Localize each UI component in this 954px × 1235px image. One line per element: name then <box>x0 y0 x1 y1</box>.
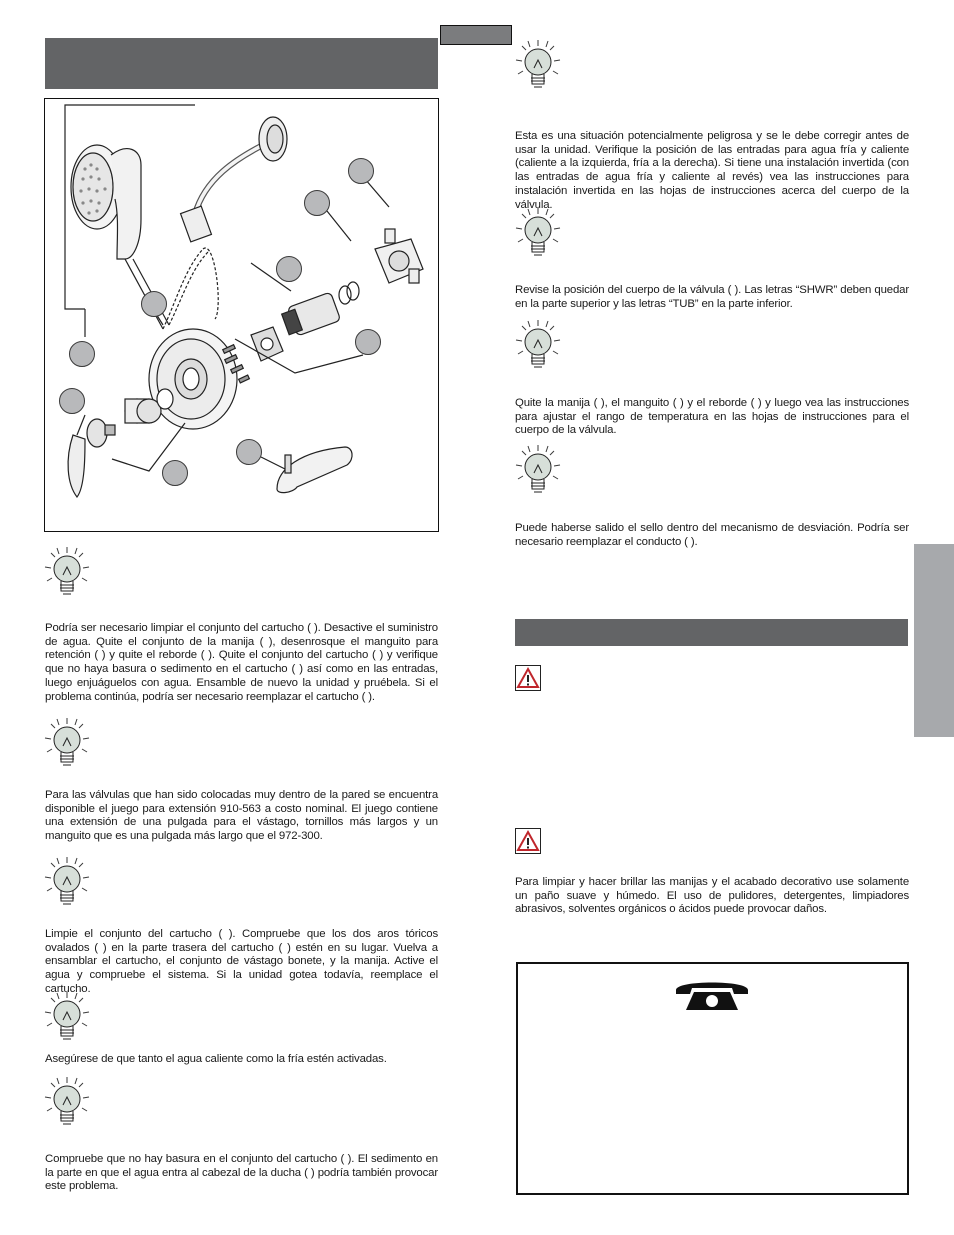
lightbulb-icon <box>43 990 93 1052</box>
parts-diagram-illustration <box>45 99 438 531</box>
diagram-callout <box>348 158 374 184</box>
language-tab <box>440 25 512 45</box>
diagram-callout <box>141 291 167 317</box>
diagram-callout <box>276 256 302 282</box>
diagram-callout <box>69 341 95 367</box>
warning-triangle-icon <box>515 665 541 691</box>
warning-triangle-icon <box>515 828 541 854</box>
troubleshooting-text: Asegúrese de que tanto el agua caliente como la fría estén activadas. <box>45 1053 387 1065</box>
troubleshooting-text: Podría ser necesario limpiar el conjunto del cartucho ( ). Desactive el suministro de agua. Quite el conjunto de la manija ( ), desenrosque el manguito para retención ( ) y quite el reborde ( ). Quite el conjunto del cartucho ( ) y verifique que no haya basura o sedimento en el cartucho ( ) así como en las entradas, luego enjuáguelos con agua. Ensamble de nuevo la unidad y pruébela. Si el problema continúa, podría ser necesario reemplazar el cartucho ( ). <box>45 622 438 703</box>
diagram-callout <box>355 329 381 355</box>
section-header-bar <box>45 38 438 89</box>
troubleshooting-text: Quite la manija ( ), el manguito ( ) y el reborde ( ) y luego vea las instrucciones para ajustar el rango de temperatura en las hojas de instrucciones para el cuerpo de la válvula. <box>515 397 909 437</box>
parts-diagram <box>44 98 439 532</box>
telephone-icon <box>672 976 752 1014</box>
care-text: Para limpiar y hacer brillar las manijas y el acabado decorativo use solamente un paño suave y húmedo. El uso de pulidores, detergentes, limpiadores abrasivos, solventes orgánicos o ácidos puede provocar daños. <box>515 876 909 916</box>
troubleshooting-text: Puede haberse salido el sello dentro del mecanismo de desviación. Podría ser necesario reemplazar el conducto ( ). <box>515 522 909 548</box>
lightbulb-icon <box>43 716 93 778</box>
diagram-callout <box>304 190 330 216</box>
lightbulb-icon <box>514 38 564 100</box>
troubleshooting-text: Para las válvulas que han sido colocadas muy dentro de la pared se encuentra disponible el juego para extensión 910-563 a costo nominal. El juego contiene una extensión de una pulgada para el vástago, tornillos más largos y un manguito que es una pulgada más largo que el 972-300. <box>45 789 438 843</box>
lightbulb-icon <box>43 855 93 917</box>
lightbulb-icon <box>514 443 564 505</box>
diagram-callout <box>162 460 188 486</box>
side-tab <box>914 544 954 737</box>
troubleshooting-text: Revise la posición del cuerpo de la válvula ( ). Las letras “SHWR” deben quedar en la parte superior y las letras “TUB” en la parte inferior. <box>515 284 909 310</box>
care-section-bar <box>515 619 908 646</box>
troubleshooting-text: Esta es una situación potencialmente peligrosa y se le debe corregir antes de usar la unidad. Verifique la posición de las entradas para agua fría y caliente (caliente a la izquierda, fría a la derecha). Si tiene una instalación invertida (con las entradas de agua fría y caliente al revés) vea las instrucciones para instalación invertida en las hojas de instrucciones acerca del cuerpo de la válvula. <box>515 130 909 211</box>
diagram-callout <box>236 439 262 465</box>
diagram-callout <box>59 388 85 414</box>
lightbulb-icon <box>43 545 93 607</box>
troubleshooting-text: Limpie el conjunto del cartucho ( ). Compruebe que los dos aros tóricos ovalados ( ) en la parte trasera del cartucho ( ) estén en su lugar. Vuelva a ensamblar el cartucho, el conjunto de vástago bonete, y la manija. Active el agua y compruebe el sistema. Si la unidad gotea todavía, reemplace el cartucho. <box>45 928 438 995</box>
lightbulb-icon <box>514 206 564 268</box>
lightbulb-icon <box>43 1075 93 1137</box>
troubleshooting-text: Compruebe que no hay basura en el conjunto del cartucho ( ). El sedimento en la parte en que el agua entra al cabezal de la ducha ( ) podría también provocar este problema. <box>45 1153 438 1193</box>
lightbulb-icon <box>514 318 564 380</box>
